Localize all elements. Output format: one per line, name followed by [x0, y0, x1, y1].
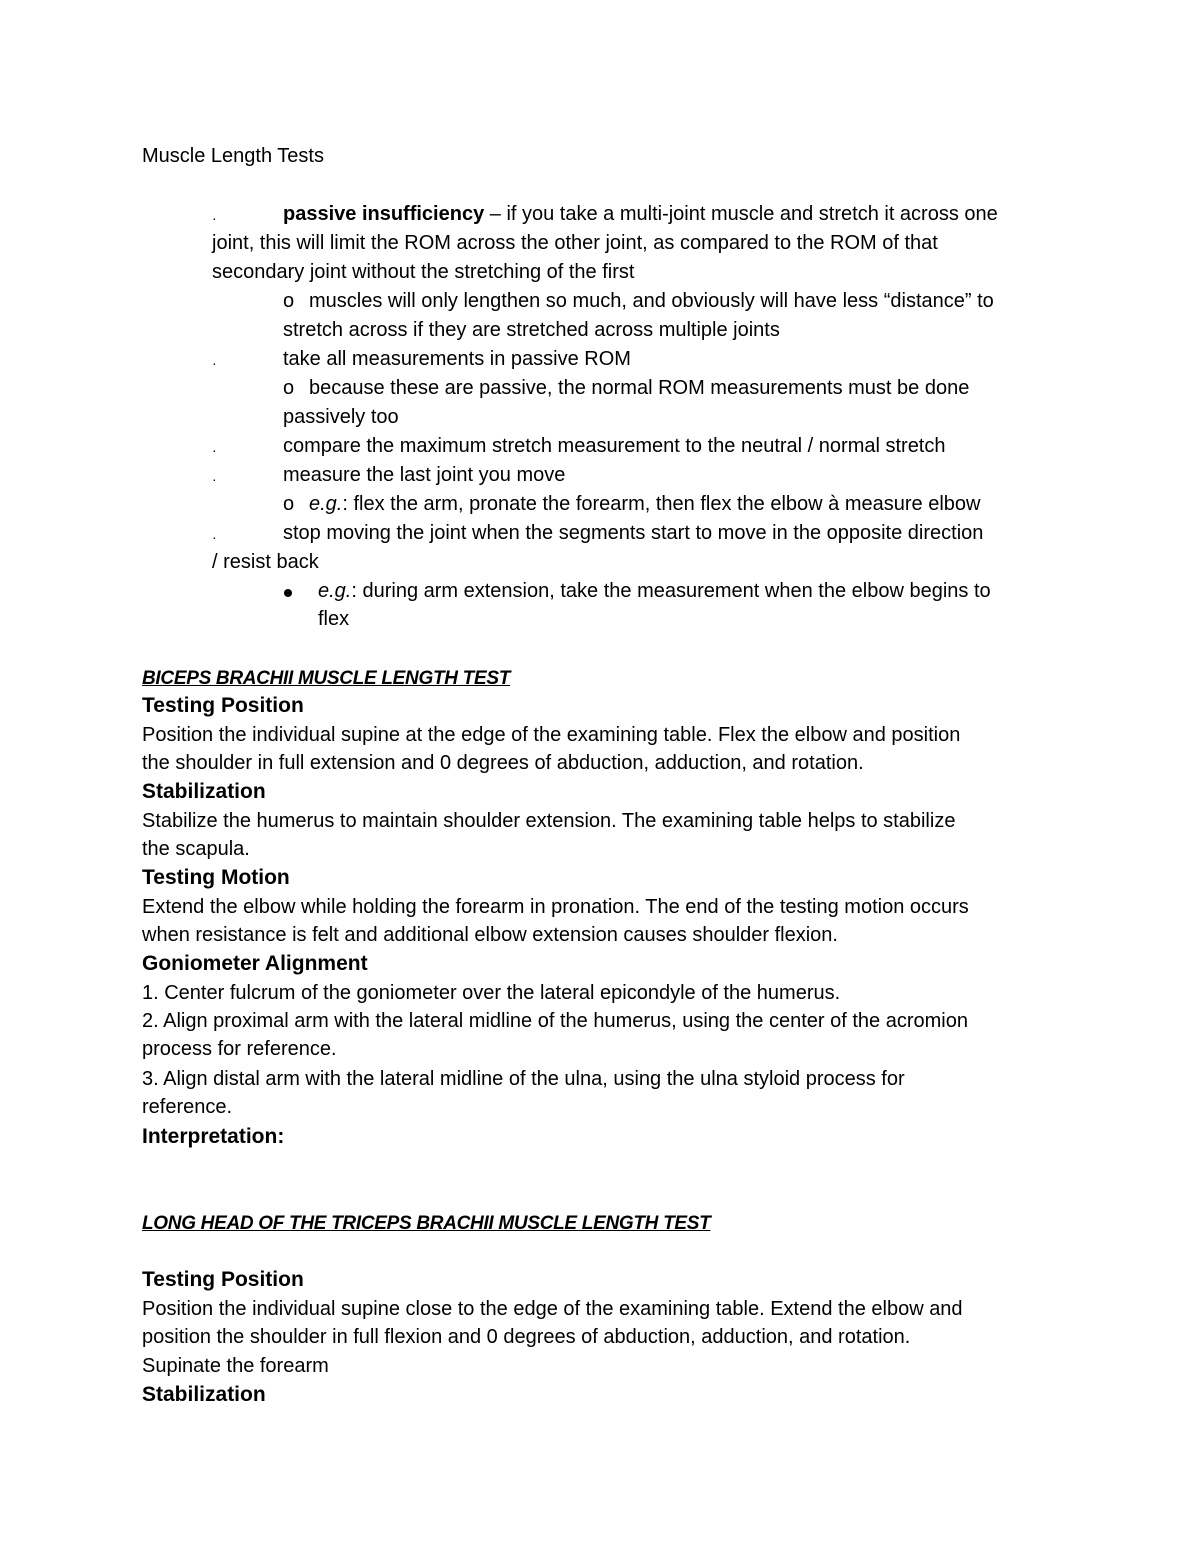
triceps-section-heading: LONG HEAD OF THE TRICEPS BRACHII MUSCLE LENGTH TEST	[142, 1213, 711, 1234]
bullet-1-line-3: secondary joint without the stretching of the first	[212, 261, 635, 283]
disc-bullet-icon	[284, 589, 292, 597]
bullet-5-marker: ·	[212, 529, 217, 545]
biceps-goniometer-heading: Goniometer Alignment	[142, 952, 368, 975]
bullet-3-text: compare the maximum stretch measurement to the neutral / normal stretch	[283, 435, 946, 457]
triceps-position-line-2: position the shoulder in full flexion and 0 degrees of abduction, adduction, and rotation.	[142, 1326, 911, 1348]
bullet-3-marker: ·	[212, 442, 217, 458]
biceps-section-heading: BICEPS BRACHII MUSCLE LENGTH TEST	[142, 668, 511, 689]
triceps-stabilization-heading: Stabilization	[142, 1383, 266, 1406]
biceps-stabilization-line-2: the scapula.	[142, 838, 250, 860]
bullet-2-text: take all measurements in passive ROM	[283, 348, 631, 370]
biceps-testing-position-heading: Testing Position	[142, 694, 304, 717]
bullet-1-text: – if you take a multi-joint muscle and stretch it across one	[484, 203, 998, 225]
biceps-position-line-1: Position the individual supine at the edge of the examining table. Flex the elbow and position	[142, 724, 961, 746]
sub-bullet-5-line-1	[318, 577, 991, 606]
triceps-position-line-3: Supinate the forearm	[142, 1355, 329, 1377]
sub-bullet-4-rest: : flex the arm, pronate the forearm, then flex the elbow à measure elbow	[342, 493, 981, 515]
sub-bullet-5-marker	[284, 577, 292, 606]
triceps-testing-position-heading: Testing Position	[142, 1268, 304, 1291]
biceps-position-line-2: the shoulder in full extension and 0 degrees of abduction, adduction, and rotation.	[142, 752, 864, 774]
sub-bullet-4-marker: o	[283, 493, 295, 515]
biceps-motion-line-2: when resistance is felt and additional elbow extension causes shoulder flexion.	[142, 924, 838, 946]
biceps-testing-motion-heading: Testing Motion	[142, 866, 290, 889]
sub-bullet-4-text	[309, 490, 980, 519]
biceps-stabilization-heading: Stabilization	[142, 780, 266, 803]
biceps-motion-line-1: Extend the elbow while holding the forearm in pronation. The end of the testing motion occurs	[142, 896, 969, 918]
sub-bullet-2-marker: o	[283, 377, 295, 399]
biceps-goniometer-step-2-line-1: 2. Align proximal arm with the lateral midline of the humerus, using the center of the acromion	[142, 1010, 968, 1032]
sub-bullet-1-line-1: muscles will only lengthen so much, and obviously will have less “distance” to	[309, 290, 994, 312]
sub-bullet-1-line-2: stretch across if they are stretched across multiple joints	[283, 319, 780, 341]
sub-bullet-5-line-2: flex	[318, 608, 350, 630]
bullet-1-line-2: joint, this will limit the ROM across the other joint, as compared to the ROM of that	[212, 232, 938, 254]
triceps-position-line-1: Position the individual supine close to the edge of the examining table. Extend the elbow and	[142, 1298, 963, 1320]
bullet-5-line-2: / resist back	[212, 551, 319, 573]
eg-emphasis: e.g.	[309, 493, 343, 515]
term-passive-insufficiency: passive insufficiency	[283, 203, 485, 225]
bullet-1-line-1	[283, 200, 998, 229]
sub-bullet-1-marker: o	[283, 290, 295, 312]
biceps-interpretation-heading: Interpretation:	[142, 1125, 285, 1148]
sub-bullet-5-rest: : during arm extension, take the measurement when the elbow begins to	[351, 580, 991, 602]
bullet-1-marker: ·	[212, 210, 217, 226]
biceps-goniometer-step-2-line-2: process for reference.	[142, 1038, 337, 1060]
sub-bullet-2-line-1: because these are passive, the normal ROM measurements must be done	[309, 377, 970, 399]
bullet-2-marker: ·	[212, 355, 217, 371]
biceps-goniometer-step-1: 1. Center fulcrum of the goniometer over the lateral epicondyle of the humerus.	[142, 982, 841, 1004]
biceps-stabilization-line-1: Stabilize the humerus to maintain shoulder extension. The examining table helps to stabilize	[142, 810, 956, 832]
bullet-5-line-1: stop moving the joint when the segments start to move in the opposite direction	[283, 522, 984, 544]
bullet-4-text: measure the last joint you move	[283, 464, 566, 486]
biceps-goniometer-step-3-line-2: reference.	[142, 1096, 233, 1118]
eg-emphasis: e.g.	[318, 580, 352, 602]
sub-bullet-2-line-2: passively too	[283, 406, 399, 428]
doc-title: Muscle Length Tests	[142, 145, 324, 167]
bullet-4-marker: ·	[212, 471, 217, 487]
biceps-goniometer-step-3-line-1: 3. Align distal arm with the lateral midline of the ulna, using the ulna styloid process for	[142, 1068, 905, 1090]
